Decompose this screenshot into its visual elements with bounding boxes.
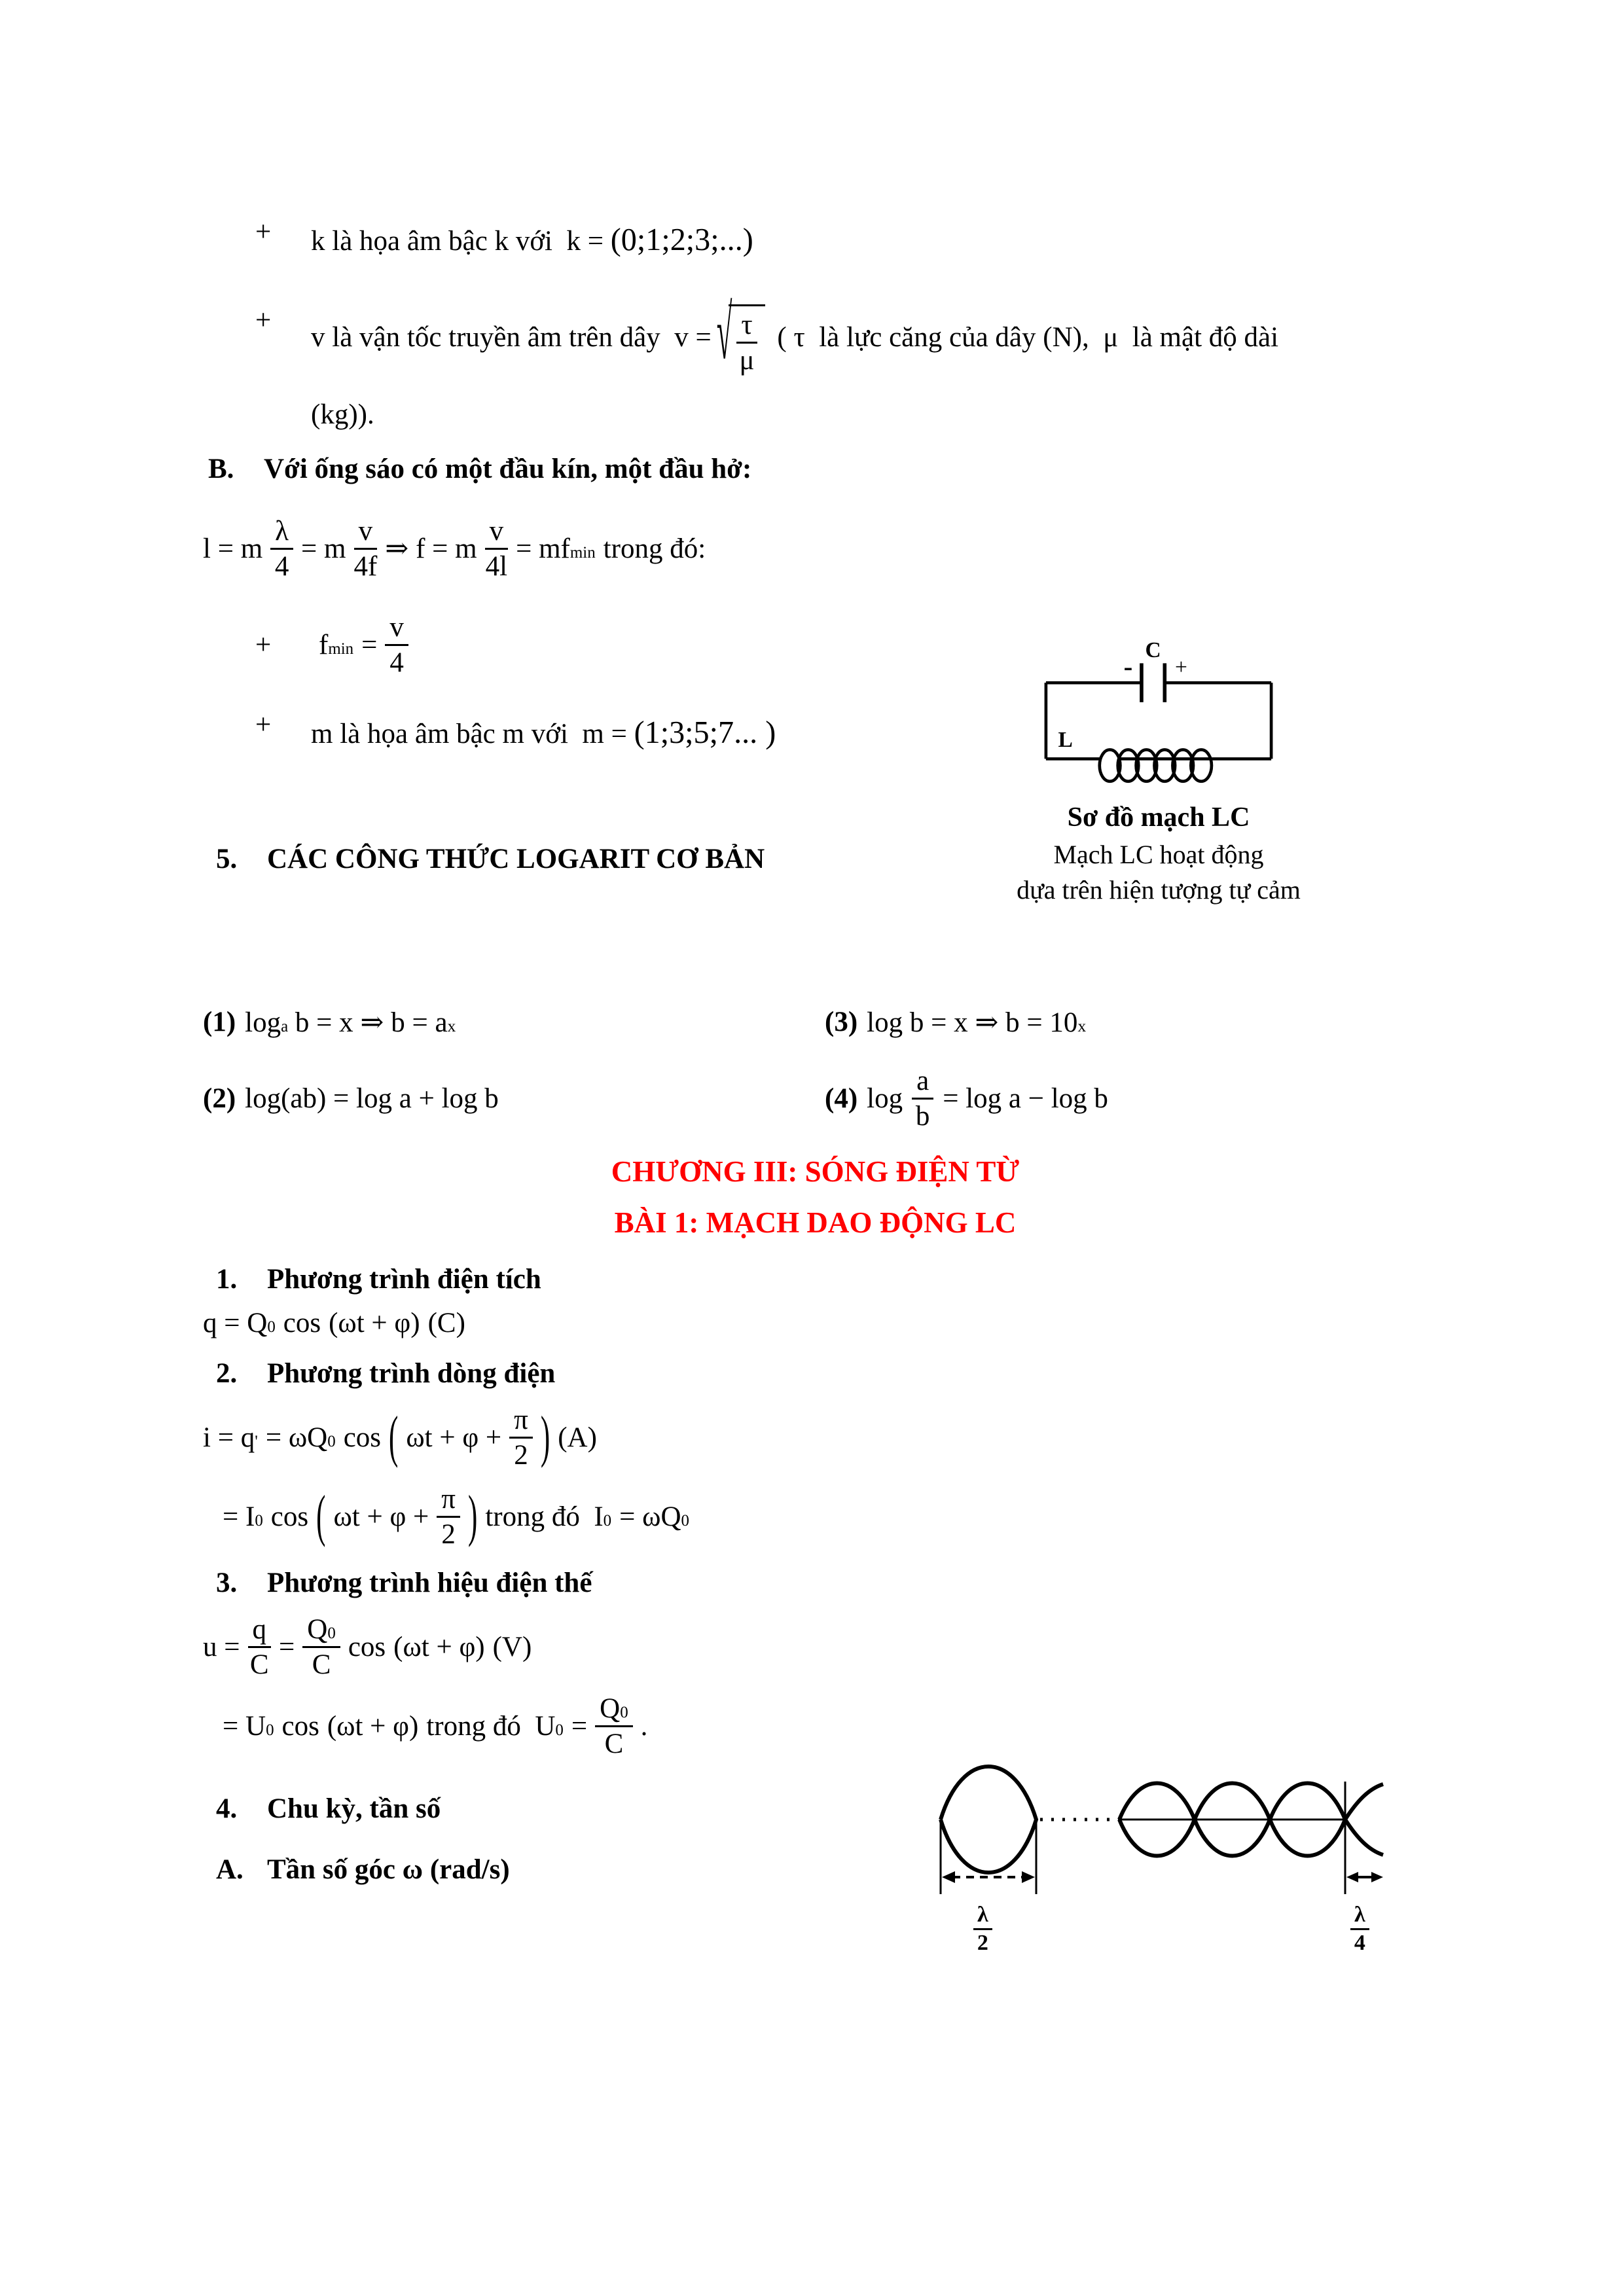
- math-term: [319, 629, 353, 661]
- math-text: trong đó:: [603, 533, 706, 564]
- bullet-marker: +: [255, 304, 272, 336]
- subscript: 0: [266, 1721, 274, 1740]
- math-term: [223, 1501, 263, 1533]
- math-text: v là vận tốc truyền âm trên dây v =: [311, 321, 712, 353]
- math-text: cos: [343, 1422, 382, 1454]
- math-text: (C): [427, 1308, 465, 1339]
- lc-circuit-figure: [1015, 628, 1303, 908]
- superscript: ': [255, 1431, 258, 1451]
- subscript: min: [328, 639, 354, 658]
- math-text: cos: [281, 1711, 319, 1742]
- circuit-note-line1: Mạch LC hoạt động: [1053, 840, 1264, 869]
- math-text: (kg)).: [311, 399, 374, 430]
- math-text: =: [361, 629, 378, 660]
- numerator: π: [509, 1405, 533, 1439]
- formula-voltage: [203, 1615, 1428, 1679]
- math-text: f: [319, 629, 329, 660]
- formula-pipe-length: [203, 516, 1428, 581]
- log-formula-4: [825, 1066, 1428, 1131]
- denominator: 4: [274, 550, 289, 582]
- numerator: λ: [270, 516, 293, 550]
- numerator: τ: [736, 310, 757, 344]
- fraction: [509, 1405, 533, 1470]
- capacitor-minus-label: -: [1123, 651, 1133, 681]
- inductor-label: L: [1058, 727, 1073, 752]
- math-text: .: [640, 1711, 648, 1742]
- heading-text: Chu kỳ, tần số: [267, 1793, 441, 1825]
- bullet-wave-speed: [203, 293, 1428, 437]
- numerator: v: [485, 516, 509, 550]
- math-term: [426, 1710, 564, 1742]
- circuit-note-line2: dựa trên hiện tượng tự cảm: [1017, 875, 1301, 905]
- denominator: 4l: [485, 550, 508, 582]
- superscript: x: [1077, 1016, 1087, 1035]
- math-term: [516, 533, 596, 565]
- formula-number: (4): [825, 1083, 858, 1114]
- denominator: 2: [514, 1440, 528, 1471]
- subscript: 0: [327, 1624, 336, 1642]
- fraction: [736, 310, 757, 375]
- math-text: = I: [223, 1501, 255, 1533]
- math-text: (V): [492, 1631, 532, 1662]
- heading-closed-pipe: [203, 453, 1428, 485]
- math-text: u =: [203, 1631, 240, 1662]
- radicand: [729, 304, 765, 375]
- numerator: π: [437, 1484, 460, 1518]
- math-text: log: [245, 1007, 281, 1038]
- circuit-note: [1015, 837, 1303, 908]
- heading-marker: A.: [216, 1854, 244, 1886]
- math-text: ( τ là lực căng của dây (N), μ là mật độ dài: [770, 321, 1279, 353]
- bullet-v-body: [311, 293, 1279, 437]
- subscript: 0: [620, 1703, 628, 1721]
- denominator: 4f: [353, 550, 378, 582]
- math-text: trong đó U: [426, 1711, 556, 1742]
- math-text: k là họa âm bậc k với k =: [311, 226, 611, 257]
- heading-text: Phương trình dòng điện: [267, 1358, 556, 1390]
- math-text: l = m: [203, 533, 263, 564]
- lesson-title: BÀI 1: MẠCH DAO ĐỘNG LC: [614, 1206, 1017, 1240]
- denominator: C: [249, 1649, 269, 1680]
- fraction: [437, 1484, 460, 1549]
- heading-voltage-equation: [203, 1567, 1428, 1599]
- numerator: q: [248, 1615, 272, 1648]
- heading-text: Tần số góc ω (rad/s): [267, 1854, 510, 1886]
- right-paren: ): [540, 1406, 550, 1469]
- numerator: λ: [973, 1903, 992, 1930]
- fraction: [385, 613, 408, 677]
- math-text: cos: [283, 1308, 321, 1339]
- math-text: Q: [600, 1693, 621, 1724]
- math-text: b = x ⇒ b = a: [288, 1007, 448, 1038]
- math-term: [485, 1501, 611, 1533]
- math-text: cos: [348, 1631, 386, 1662]
- math-text: = ωQ: [265, 1422, 328, 1454]
- math-text: log(ab) = log a + log b: [245, 1083, 499, 1114]
- denominator: C: [312, 1649, 331, 1680]
- heading-marker: 1.: [216, 1264, 238, 1295]
- subscript: 0: [267, 1318, 276, 1336]
- math-text: m là họa âm bậc m với m =: [311, 719, 634, 750]
- log-formula-grid: [203, 1006, 1428, 1131]
- bullet-marker: +: [255, 709, 272, 741]
- numerator: [595, 1694, 633, 1727]
- math-text: (A): [558, 1422, 597, 1454]
- bullet-k-body: [311, 216, 753, 265]
- fraction: [302, 1615, 340, 1679]
- chapter-title: CHƯƠNG III: SÓNG ĐIỆN TỪ: [611, 1155, 1020, 1189]
- standing-wave-diagram: [926, 1721, 1384, 1924]
- denominator: C: [604, 1729, 624, 1760]
- denominator: 2: [977, 1930, 988, 1955]
- numerator: v: [354, 516, 378, 550]
- denominator: b: [915, 1100, 930, 1132]
- math-text: (ωt + φ): [393, 1631, 485, 1662]
- math-text: log b = x ⇒ b = 10: [867, 1007, 1078, 1038]
- lc-circuit-diagram: [1028, 628, 1290, 792]
- formula-number: (2): [203, 1083, 236, 1114]
- math-text: = ωQ: [619, 1501, 681, 1533]
- math-term: [223, 1710, 274, 1742]
- heading-marker: 2.: [216, 1358, 238, 1390]
- heading-marker: 4.: [216, 1793, 238, 1825]
- math-text: trong đó I: [485, 1501, 604, 1533]
- math-text: log: [867, 1083, 903, 1114]
- math-text: ⇒ f = m: [385, 533, 477, 565]
- sqrt-expression: [716, 293, 765, 376]
- math-text: ωt + φ +: [333, 1501, 429, 1533]
- radical-sign: √: [716, 293, 732, 376]
- math-text: (ωt + φ): [327, 1711, 419, 1742]
- math-text: q = Q: [203, 1308, 268, 1339]
- math-term: [619, 1501, 689, 1533]
- math-text: Q: [307, 1613, 328, 1645]
- log-formula-3: [825, 1006, 1428, 1039]
- math-text: i = q: [203, 1422, 255, 1454]
- fraction: [595, 1694, 633, 1759]
- bullet-v-continuation: [311, 393, 1278, 437]
- math-text: = mf: [516, 533, 570, 564]
- fraction: [912, 1066, 933, 1131]
- heading-charge-equation: [203, 1263, 1428, 1295]
- subscript: 0: [255, 1512, 263, 1530]
- formula-current: [203, 1405, 1428, 1470]
- denominator: 4: [389, 647, 404, 678]
- subscript: a: [281, 1017, 289, 1035]
- heading-text: CÁC CÔNG THỨC LOGARIT CƠ BẢN: [267, 843, 765, 874]
- math-text: ωt + φ +: [406, 1422, 502, 1454]
- log-formula-2: [203, 1066, 825, 1131]
- standing-wave-figure: [926, 1721, 1384, 1983]
- fraction: [485, 516, 509, 581]
- math-text: =: [571, 1711, 588, 1742]
- math-text: =: [279, 1631, 295, 1662]
- capacitor-plus-label: +: [1174, 655, 1187, 680]
- subscript: 0: [681, 1512, 689, 1530]
- math-text: = m: [301, 533, 346, 564]
- math-term: [203, 1307, 276, 1339]
- left-paren: (: [389, 1406, 399, 1469]
- left-paren: (: [316, 1485, 326, 1549]
- fraction: [353, 516, 377, 581]
- denominator: μ: [739, 344, 755, 376]
- heading-current-equation: [203, 1357, 1428, 1390]
- value-set: (0;1;2;3;...): [610, 223, 753, 257]
- math-text: (ωt + φ): [329, 1308, 420, 1339]
- numerator: a: [912, 1066, 933, 1100]
- math-term: [266, 1422, 336, 1454]
- superscript: x: [447, 1016, 456, 1035]
- subscript: min: [569, 543, 596, 562]
- math-text: cos: [270, 1501, 309, 1533]
- math-text: = log a − log b: [943, 1083, 1108, 1114]
- bullet-marker: +: [255, 217, 272, 247]
- numerator: [302, 1615, 340, 1648]
- math-term: [203, 1422, 258, 1454]
- heading-marker: 5.: [216, 843, 238, 874]
- denominator: 2: [441, 1519, 456, 1551]
- circuit-caption: Sơ đồ mạch LC: [1067, 802, 1250, 833]
- heading-marker: 3.: [216, 1567, 238, 1598]
- subscript: 0: [327, 1433, 336, 1451]
- fraction: [248, 1615, 272, 1679]
- heading-text: Phương trình điện tích: [267, 1264, 541, 1295]
- formula-charge: [203, 1307, 1428, 1339]
- heading-text: Phương trình hiệu điện thế: [267, 1567, 592, 1598]
- math-term: [245, 1006, 456, 1039]
- math-text: = U: [223, 1711, 266, 1742]
- right-paren: ): [468, 1485, 478, 1549]
- numerator: λ: [1350, 1903, 1369, 1930]
- heading-text: Với ống sáo có một đầu kín, một đầu hở:: [264, 453, 752, 484]
- formula-number: (1): [203, 1007, 236, 1038]
- denominator: 4: [1354, 1930, 1365, 1955]
- value-set: (1;3;5;7... ): [634, 715, 776, 751]
- bullet-harmonic-k: [203, 216, 1428, 265]
- numerator: v: [385, 613, 408, 646]
- lambda-quarter-label: [1350, 1903, 1369, 1954]
- fraction: [270, 516, 293, 581]
- formula-current-2: [203, 1484, 1428, 1549]
- formula-number: (3): [825, 1007, 858, 1038]
- bullet-marker: +: [255, 629, 272, 660]
- subscript: 0: [603, 1512, 612, 1530]
- math-term: [867, 1006, 1086, 1039]
- lambda-half-label: [973, 1903, 992, 1954]
- capacitor-label: C: [1145, 638, 1161, 663]
- log-formula-1: [203, 1006, 825, 1039]
- subscript: 0: [555, 1721, 564, 1740]
- bullet-m-body: [311, 709, 776, 758]
- heading-marker: B.: [208, 453, 234, 484]
